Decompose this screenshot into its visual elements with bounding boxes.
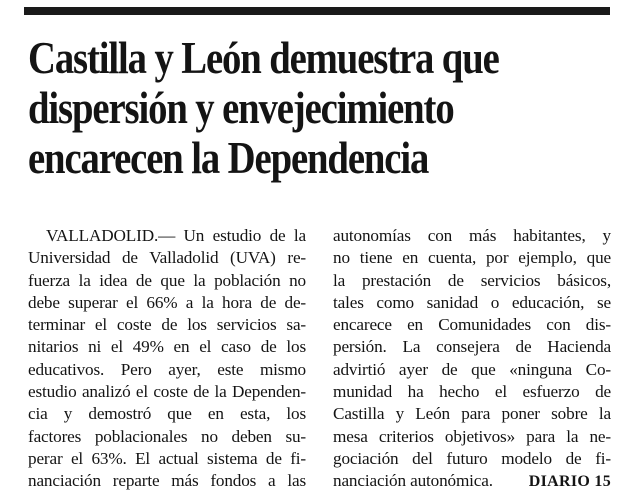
byline-signature: DIARIO 15 bbox=[528, 473, 611, 491]
article-line: gociación del futuro modelo de fi- bbox=[333, 448, 611, 468]
article-line: nitarios ni el 49% en el caso de los bbox=[28, 337, 306, 357]
article-line: mesa criterios objetivos» para la ne- bbox=[333, 426, 611, 446]
article-line: la prestación de servicios básicos, bbox=[333, 270, 611, 290]
article-line: tales como sanidad o educación, se bbox=[333, 292, 611, 312]
article-line: debe superar el 66% a la hora de de- bbox=[28, 292, 306, 312]
top-rule bbox=[24, 7, 610, 15]
article-line: factores poblacionales no deben su- bbox=[28, 426, 306, 446]
article-final-line bbox=[333, 470, 611, 493]
article-line: educativos. Pero ayer, este mismo bbox=[28, 359, 306, 379]
article-line: no tiene en cuenta, por ejemplo, que bbox=[333, 248, 611, 268]
headline-line: Castilla y León demuestra que bbox=[28, 33, 499, 83]
article-line: advirtió ayer de que «ninguna Co- bbox=[333, 359, 611, 379]
article-line: Universidad de Valladolid (UVA) re- bbox=[28, 248, 306, 268]
headline-line: encarecen la Dependencia bbox=[28, 133, 429, 183]
article-line: encarece en Comunidades con dis- bbox=[333, 315, 611, 335]
article-line: nanciación reparte más fondos a las bbox=[28, 471, 306, 491]
article-line: estudio analizó el coste de la Dependen- bbox=[28, 382, 306, 402]
article-line: perar el 63%. El actual sistema de fi- bbox=[28, 448, 306, 468]
dateline-line: VALLADOLID.— Un estudio de la bbox=[46, 226, 306, 245]
article-line: terminar el coste de los servicios sa- bbox=[28, 315, 306, 335]
article-column-right bbox=[333, 225, 611, 494]
column-gutter bbox=[318, 222, 319, 472]
article-line: cia y demostró que en esta, los bbox=[28, 404, 306, 424]
headline-line: dispersión y envejecimiento bbox=[28, 83, 454, 133]
article-line: nanciación autonómica. bbox=[333, 471, 493, 491]
article-line: autonomías con más habitantes, y bbox=[333, 226, 611, 245]
article-line: persión. La consejera de Hacienda bbox=[333, 337, 611, 357]
article-column-left bbox=[28, 225, 306, 493]
article-line: munidad ha hecho el esfuerzo de bbox=[333, 382, 611, 402]
article-line: Castilla y León para poner sobre la bbox=[333, 404, 611, 424]
article-line: fuerza la idea de que la población no bbox=[28, 270, 306, 290]
headline bbox=[28, 33, 527, 183]
